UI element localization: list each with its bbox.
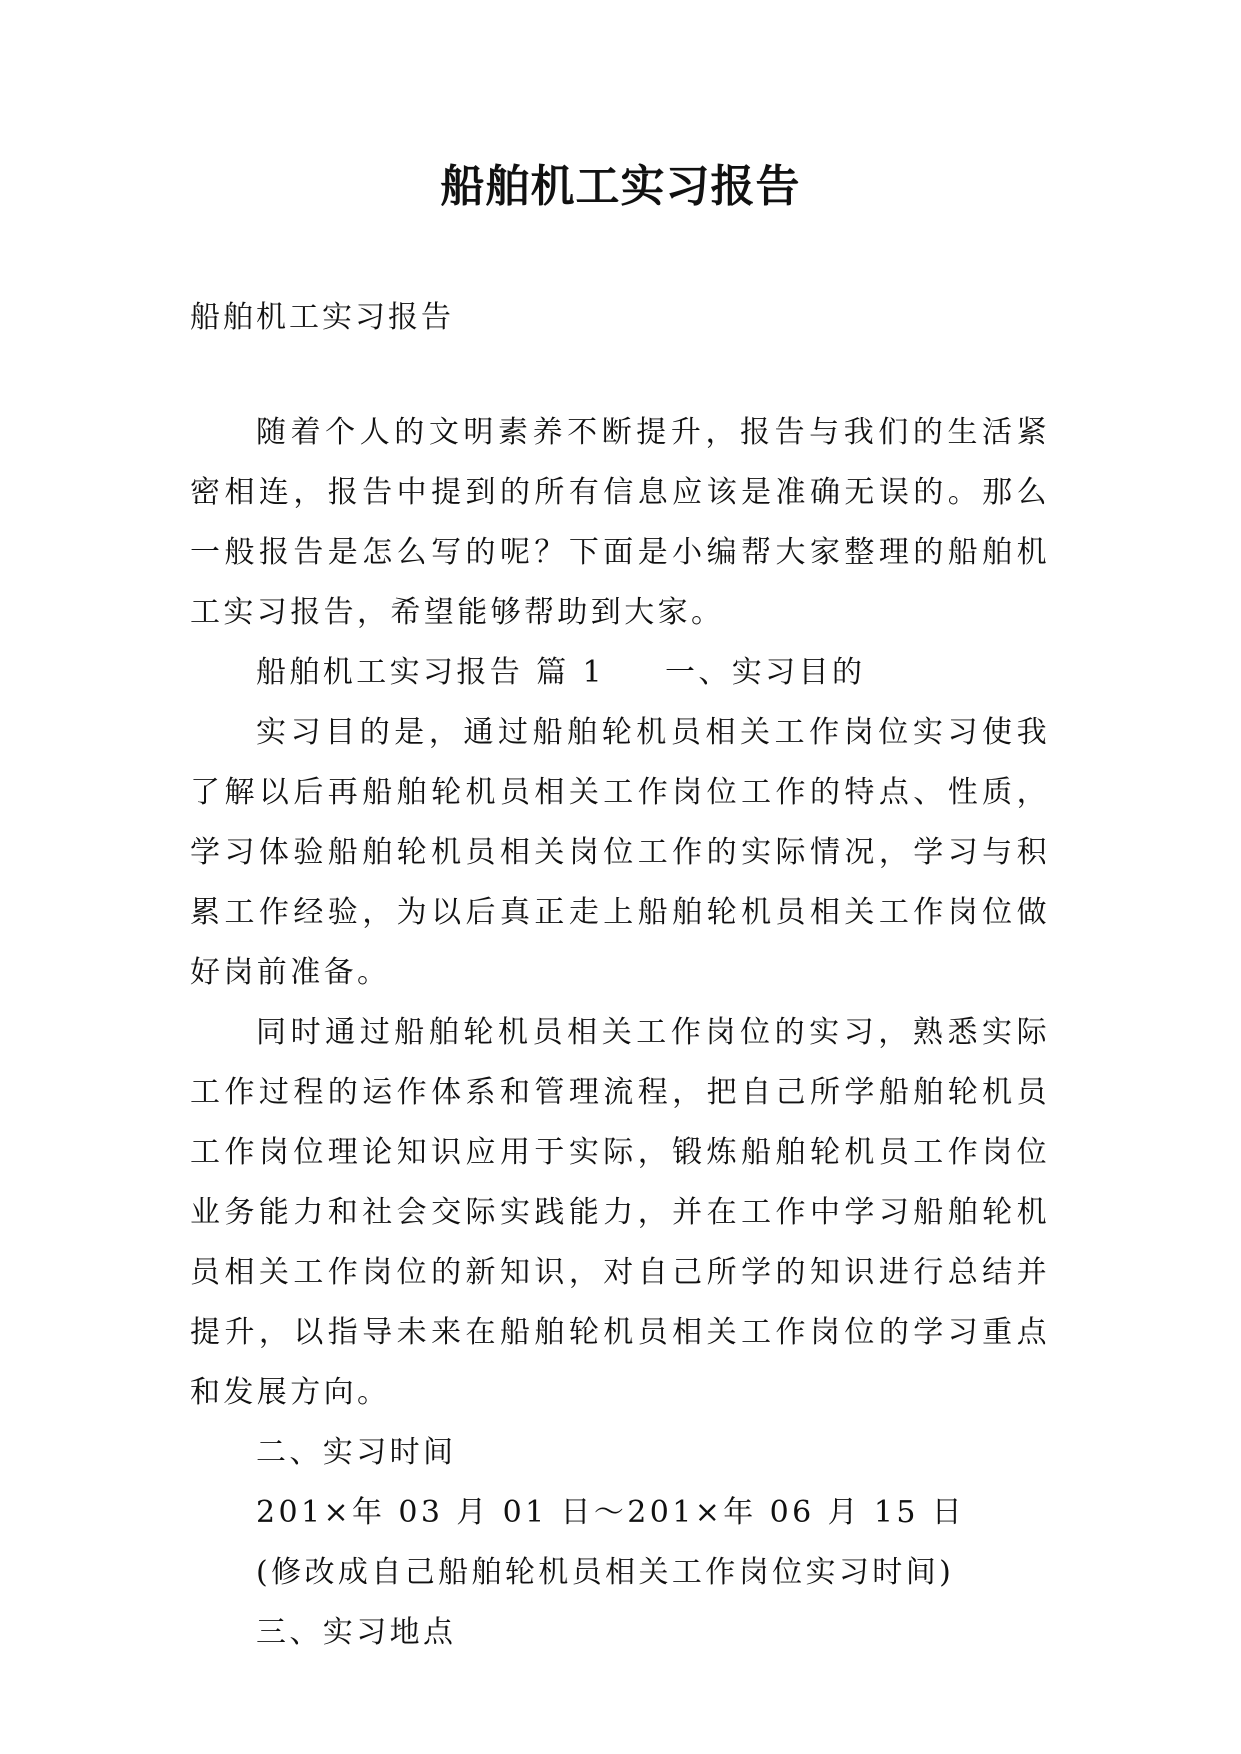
intro-paragraph: 随着个人的文明素养不断提升，报告与我们的生活紧密相连，报告中提到的所有信息应该是准确无误的。那么一般报告是怎么写的呢？下面是小编帮大家整理的船舶机工实习报告，希望能够帮助到大家。 — [190, 415, 1050, 630]
time-note: (修改成自己船舶轮机员相关工作岗位实习时间) — [256, 1555, 955, 1590]
purpose-paragraph: 实习目的是，通过船舶轮机员相关工作岗位实习使我了解以后再船舶轮机员相关工作岗位工作的特点、性质，学习体验船舶轮机员相关岗位工作的实际情况，学习与积累工作经验，为以后真正走上船舶轮机员相关工作岗位做好岗前准备。 — [190, 715, 1050, 990]
document-body — [190, 403, 1050, 1663]
document-subtitle: 船舶机工实习报告 — [190, 300, 454, 335]
time-value: 201×年 03 月 01 日～201×年 06 月 15 日 — [256, 1495, 966, 1530]
purpose-paragraph: 同时通过船舶轮机员相关工作岗位的实习，熟悉实际工作过程的运作体系和管理流程，把自己所学船舶轮机员工作岗位理论知识应用于实际，锻炼船舶轮机员工作岗位业务能力和社会交际实践能力，并在工作中学习船舶轮机员相关工作岗位的新知识，对自己所学的知识进行总结并提升，以指导未来在船舶轮机员相关工作岗位的学习重点和发展方向。 — [190, 1015, 1050, 1410]
section-heading-line — [190, 643, 1050, 703]
purpose-heading: 一、实习目的 — [664, 655, 866, 690]
part-label: 船舶机工实习报告 篇 1 — [256, 655, 605, 690]
place-heading: 三、实习地点 — [256, 1615, 457, 1650]
document-title: 船舶机工实习报告 — [440, 161, 801, 212]
time-heading: 二、实习时间 — [256, 1435, 457, 1470]
